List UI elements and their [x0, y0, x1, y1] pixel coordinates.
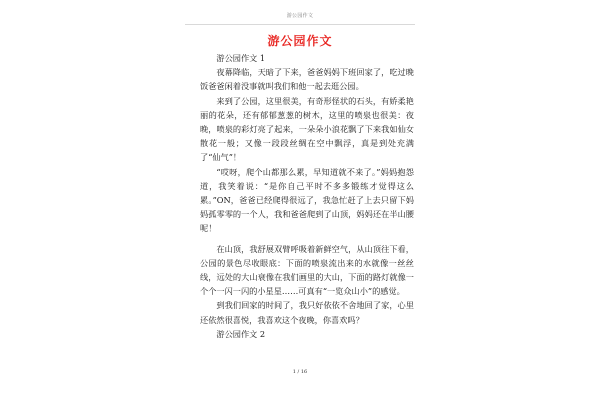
- paragraph: 来到了公园，这里很美，有奇形怪状的石头，有娇柔艳丽的花朵，还有郁郁葱葱的树木，这里的喷泉也很美：夜晚，喷泉的彩灯亮了起来，一朵朵小浪花飘了下来我如仙女散花一般；又像一段段丝绸在空中飘浮，真是到处充满了“仙气”！: [200, 95, 414, 163]
- paragraph: “哎呀，爬个山都那么累，早知道就不来了。”妈妈抱怨道，我笑着说：“是你自己平时不多多锻练才觉得这么累。”ON，爸爸已经爬得很远了，我急忙赶了上去只留下妈妈孤零零的一个人，我和爸爸爬到了山顶，妈妈还在半山腰呢！: [200, 166, 414, 234]
- document-body: [200, 51, 414, 341]
- page-number: 1 / 16: [292, 369, 308, 375]
- page-header: 游公园作文: [286, 13, 314, 19]
- document-title: 游公园作文: [267, 34, 333, 48]
- section-heading-2: 游公园作文 2: [216, 328, 266, 339]
- paragraph: 夜幕降临，天暗了下来，爸爸妈妈下班回家了，吃过晚饭爸爸闲着没事就叫我们和他一起去逛公园。: [200, 67, 414, 92]
- header-divider: [185, 24, 415, 25]
- section-heading-1: 游公园作文 1: [216, 53, 266, 63]
- paragraph: 到我们回家的时间了，我只好依依不舍地回了家，心里还依然很喜悦，我喜欢这个夜晚，你喜欢吗？: [200, 300, 414, 325]
- paragraph: 在山顶，我舒展双臂呼吸着新鲜空气，从山顶往下看，公园的景色尽收眼底：下面的喷泉流出来的水就像一丝丝线，远处的大山衰像在我们画里的大山，下面的路灯就像一个个一闪一闪的小星星……可真有“一览众山小”的感觉。: [200, 243, 414, 297]
